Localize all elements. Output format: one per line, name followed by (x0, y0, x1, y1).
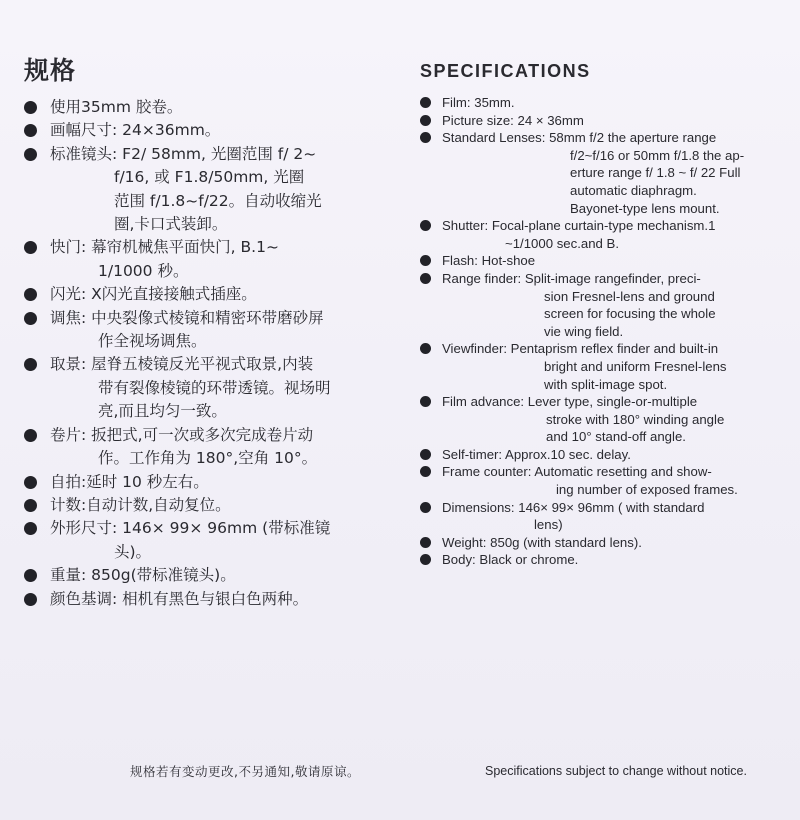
bullet-icon (420, 502, 431, 513)
spec-value-line: 头)。 (114, 542, 152, 561)
bullet-icon (24, 241, 37, 254)
spec-item-weight-cn (24, 564, 384, 587)
spec-label: Range finder: (442, 270, 522, 286)
spec-value: 自动计数,自动复位。 (86, 495, 231, 514)
bullet-icon (24, 312, 37, 325)
spec-label: 画幅尺寸: (50, 121, 118, 140)
spec-value: 幕帘机械焦平面快门, B.1~ (91, 238, 279, 257)
chinese-spec-list (24, 96, 384, 611)
spec-value-line: 亮,而且均匀一致。 (98, 402, 227, 421)
bullet-icon (24, 101, 37, 114)
spec-item-shutter-cn (24, 236, 384, 283)
spec-value-line: f/2~f/16 or 50mm f/1.8 the ap- (570, 147, 745, 163)
bullet-icon (420, 396, 431, 407)
bullet-icon (24, 476, 37, 489)
bullet-icon (24, 499, 37, 512)
spec-label: 颜色基调: (50, 589, 118, 608)
spec-value-line: Bayonet-type lens mount. (570, 200, 720, 216)
spec-item-viewfinder-cn (24, 353, 384, 423)
spec-label: Flash: (442, 253, 478, 269)
spec-value: 扳把式,可一次或多次完成卷片动 (91, 425, 314, 444)
spec-value-line: screen for focusing the whole (544, 306, 716, 322)
spec-value: 850g(带标准镜头)。 (91, 566, 236, 585)
spec-value-line: bright and uniform Fresnel-lens (544, 358, 727, 374)
spec-item-shutter-en (420, 217, 776, 252)
spec-value: F2/ 58mm, 光圈范围 f/ 2~ (122, 144, 317, 163)
spec-label: Standard Lenses: (442, 130, 546, 146)
spec-value: 146× 99× 96mm (带标准镜 (122, 519, 331, 538)
spec-value-line: lens) (534, 517, 563, 533)
spec-value-line: vie wing field. (544, 323, 624, 339)
spec-item-dimensions-en (420, 499, 776, 534)
spec-value-line: and 10° stand-off angle. (546, 429, 686, 445)
spec-label: 使用 (50, 98, 82, 116)
spec-value-line: ing number of exposed frames. (556, 482, 738, 498)
spec-value-line: 圈,卡口式装卸。 (114, 215, 228, 234)
spec-value: Split-image rangefinder, preci- (524, 270, 701, 286)
spec-label: 快门: (50, 238, 87, 257)
spec-value: 相机有黑色与银白色两种。 (122, 589, 309, 608)
spec-label: Viewfinder: (442, 341, 507, 357)
bullet-icon (420, 255, 431, 266)
spec-value: 24×36mm。 (122, 121, 221, 140)
spec-value: Pentaprism reflex finder and built-in (510, 341, 719, 357)
spec-value: 146× 99× 96mm ( with standard (518, 499, 705, 515)
spec-label: Film advance: (442, 394, 525, 410)
spec-item-self-timer-cn (24, 471, 384, 494)
spec-item-viewfinder-en (420, 340, 776, 393)
spec-item-flash-en (420, 252, 776, 270)
spec-item-range-finder-en (420, 270, 776, 340)
spec-value: 延时 10 秒左右。 (86, 472, 209, 491)
spec-value: Hot-shoe (481, 253, 536, 269)
bullet-icon (24, 593, 37, 606)
bullet-icon (420, 97, 431, 108)
spec-value: Focal-plane curtain-type mechanism.1 (491, 218, 716, 234)
bullet-icon (420, 537, 431, 548)
spec-label: Picture size: (442, 112, 514, 128)
english-footer-note: Specifications subject to change without notice. (485, 764, 747, 778)
spec-value: 中央裂像式棱镜和精密环带磨砂屏 (91, 308, 324, 327)
bullet-icon (24, 124, 37, 137)
spec-label: 计数: (50, 495, 87, 514)
bullet-icon (420, 273, 431, 284)
bullet-icon (420, 115, 431, 126)
spec-label: 自拍: (50, 472, 87, 491)
spec-label: Self-timer: (442, 446, 503, 462)
spec-value-line: 1/1000 秒。 (98, 261, 189, 280)
spec-label: Dimensions: (442, 499, 515, 515)
bullet-icon (420, 220, 431, 231)
spec-item-film-advance-en (420, 393, 776, 446)
spec-label: 卷片: (50, 425, 87, 444)
english-title: SPECIFICATIONS (420, 61, 591, 81)
chinese-footer-note: 规格若有变动更改,不另通知,敬请原谅。 (130, 764, 360, 779)
spec-value: Lever type, single-or-multiple (527, 394, 698, 410)
spec-value-line: automatic diaphragm. (570, 182, 697, 198)
bullet-icon (420, 132, 431, 143)
english-spec-list (420, 94, 776, 569)
spec-value-line: f/16, 或 F1.8/50mm, 光圈 (114, 168, 305, 187)
spec-item-film-cn (24, 96, 384, 119)
bullet-icon (420, 554, 431, 565)
bullet-icon (420, 449, 431, 460)
spec-value: 35mm. (474, 95, 515, 110)
spec-value: Approx.10 sec. delay. (505, 446, 631, 462)
spec-item-picture-size-en (420, 112, 776, 130)
spec-value-line: sion Fresnel-lens and ground (544, 288, 715, 304)
spec-item-film-en (420, 94, 776, 112)
spec-label: 取景: (50, 355, 87, 374)
bullet-icon (24, 358, 37, 371)
spec-label: 调焦: (50, 308, 87, 327)
spec-value: Black or chrome. (479, 552, 579, 568)
spec-label: Frame counter: (442, 464, 532, 480)
spec-label: 闪光: (50, 285, 87, 304)
bullet-icon (24, 288, 37, 301)
spec-item-lens-cn (24, 143, 384, 237)
spec-value-line: 作。工作角为 180°,空角 10°。 (98, 449, 318, 468)
spec-value-line: stroke with 180° winding angle (546, 411, 725, 427)
spec-item-lens-en (420, 129, 776, 217)
bullet-icon (24, 569, 37, 582)
spec-value-line: with split-image spot. (544, 376, 668, 392)
spec-label: 重量: (50, 566, 87, 585)
bullet-icon (420, 466, 431, 477)
spec-value: X闪光直接接触式插座。 (91, 285, 257, 304)
spec-item-self-timer-en (420, 446, 776, 464)
spec-item-counter-cn (24, 494, 384, 517)
spec-item-picture-size-cn (24, 119, 384, 142)
spec-value-line: erture range f/ 1.8 ~ f/ 22 Full (570, 165, 741, 181)
spec-value-line: 作全视场调焦。 (98, 332, 207, 351)
spec-value-line: 范围 f/1.8~f/22。自动收缩光 (114, 191, 322, 210)
spec-value: 58mm f/2 the aperture range (549, 130, 717, 146)
spec-label: Film: (442, 95, 471, 110)
spec-item-flash-cn (24, 283, 384, 306)
bullet-icon (24, 148, 37, 161)
spec-item-weight-en (420, 534, 776, 552)
spec-item-dimensions-cn (24, 517, 384, 564)
spec-label: Weight: (442, 534, 487, 550)
spec-label: Shutter: (442, 218, 489, 234)
spec-item-frame-counter-en (420, 463, 776, 498)
spec-label: 标准镜头: (50, 144, 118, 163)
bullet-icon (24, 429, 37, 442)
spec-value-line: 带有裂像棱镜的环带透镜。视场明 (98, 378, 331, 397)
spec-label: 外形尺寸: (50, 519, 118, 538)
spec-label: Body: (442, 552, 476, 568)
spec-value: 24 × 36mm (517, 112, 584, 128)
english-spec-column (420, 60, 776, 569)
bullet-icon (24, 522, 37, 535)
bullet-icon (420, 343, 431, 354)
spec-value-line: ~1/1000 sec.and B. (505, 235, 620, 251)
spec-item-focus-cn (24, 307, 384, 354)
spec-value: 屋脊五棱镜反光平视式取景,内装 (91, 355, 314, 374)
spec-value: Automatic resetting and show- (534, 464, 712, 480)
spec-item-color-cn (24, 588, 384, 611)
spec-value: 35mm 胶卷。 (81, 98, 183, 116)
spec-item-film-advance-cn (24, 424, 384, 471)
chinese-title: 规格 (24, 56, 77, 85)
spec-item-body-en (420, 551, 776, 569)
chinese-spec-column (24, 56, 384, 611)
spec-value: 850g (with standard lens). (490, 534, 642, 550)
